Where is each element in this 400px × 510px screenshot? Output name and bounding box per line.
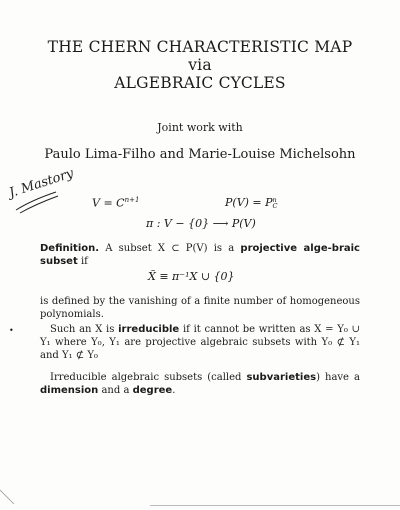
joint-work-label: Joint work with: [157, 121, 243, 134]
title-line-3: ALGEBRAIC CYCLES: [114, 74, 286, 92]
scan-corner-mark: [0, 470, 40, 510]
pi-map: π : V − {0} ⟶ P(V): [146, 217, 256, 230]
margin-mark: •: [9, 326, 14, 335]
v-definition: $V = C^{n+1}$: [92, 196, 140, 210]
irreducible-paragraph: Such an X is irreducible if it cannot be written as X = Y₀ ∪ Y₁ where Y₀, Y₁ are projective algebraic subsets with Y₀ ⊄ Y₁ and Y₁ ⊄ Y₀: [40, 324, 360, 361]
authors: Paulo Lima-Filho and Marie-Louise Michelsohn: [44, 147, 356, 162]
definition-heading: Definition.: [40, 243, 100, 254]
dimension-term: dimension: [40, 385, 99, 396]
definition-paragraph: Definition. A subset X ⊂ P(V) is a projective alge-braic subset if: [40, 243, 360, 267]
x-tilde-formula: X̃ ≡ π⁻¹X ∪ {0}: [148, 270, 235, 283]
subvarieties-term: subvarieties: [246, 372, 317, 383]
projective-algebraic-subset-term: projective alge-braic subset: [40, 243, 360, 267]
subvarieties-paragraph: Irreducible algebraic subsets (called subvarieties) have a dimension and a degree.: [40, 372, 360, 396]
polynomials-paragraph: is defined by the vanishing of a finite number of homogeneous polynomials.: [40, 296, 360, 320]
title-line-1: THE CHERN CHARACTERISTIC MAP: [47, 38, 353, 56]
irreducible-term: irreducible: [118, 324, 180, 335]
signature-text: J. Mastory: [7, 166, 76, 201]
degree-term: degree: [132, 385, 173, 396]
pv-definition: P(V) = P n C: [225, 196, 278, 210]
scan-edge-line: [150, 505, 400, 506]
signature-underline-icon: [14, 190, 60, 214]
title-line-2: via: [188, 56, 212, 74]
